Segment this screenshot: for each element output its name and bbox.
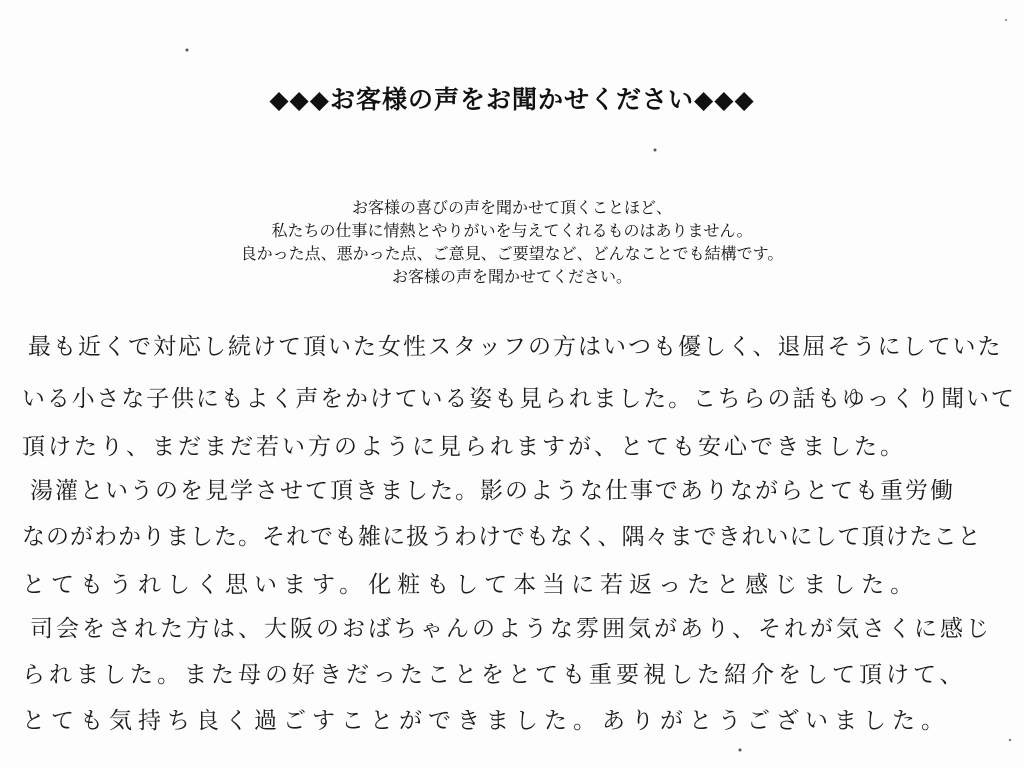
intro-line: お客様の喜びの声を聞かせて頂くことほど、 bbox=[351, 198, 672, 217]
handwritten-line: 司会をされた方は、大阪のおばちゃんのような雰囲気があり、それが気さくに感じ bbox=[30, 616, 992, 642]
page-title: ◆◆◆お客様の声をお聞かせください◆◆◆ bbox=[269, 85, 755, 114]
intro-line: 良かった点、悪かった点、ご意見、ご要望など、どんなことでも結構です。 bbox=[240, 244, 784, 263]
handwritten-line: 頂けたり、まだまだ若い方のように見られますが、とても安心できました。 bbox=[22, 434, 906, 460]
intro-line: 私たちの仕事に情熱とやりがいを与えてくれるものはありません。 bbox=[271, 221, 753, 240]
handwritten-line: 湯灌というのを見学させて頂きました。影のような仕事でありながらとても重労働 bbox=[30, 478, 955, 504]
handwritten-line: とても気持ち良く過ごすことができました。ありがとうございました。 bbox=[22, 708, 950, 734]
handwritten-line: られました。また母の好きだったことをとても重要視した紹介をして頂けて、 bbox=[22, 662, 967, 688]
handwritten-line: なのがわかりました。それでも雑に扱うわけでもなく、隅々まできれいにして頂けたこと bbox=[22, 524, 982, 550]
handwritten-line: いる小さな子供にもよく声をかけている姿も見られました。こちらの話もゆっくり聞いて bbox=[22, 386, 1016, 412]
intro-line: お客様の声を聞かせてください。 bbox=[391, 267, 632, 286]
handwritten-line: とてもうれしく思います。化粧もして本当に若返ったと感じました。 bbox=[22, 572, 920, 598]
handwritten-line: 最も近くで対応し続けて頂いた女性スタッフの方はいつも優しく、退屈そうにしていた bbox=[28, 334, 1003, 360]
